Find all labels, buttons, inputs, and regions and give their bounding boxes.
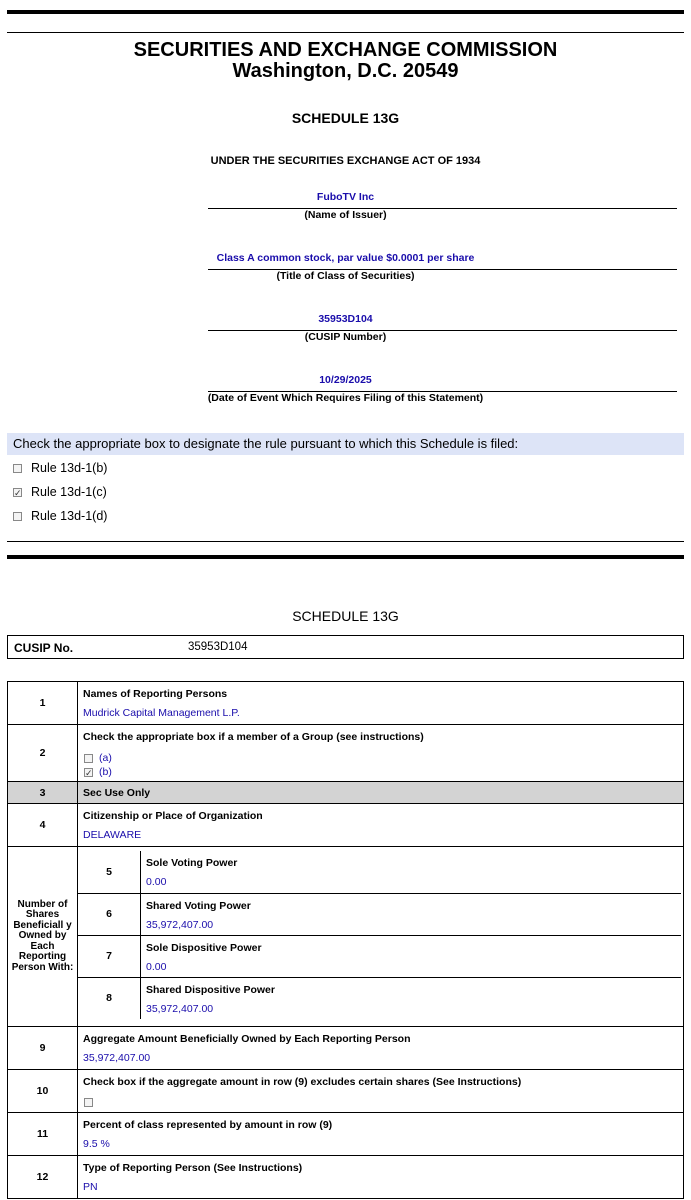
rule-option-c[interactable] bbox=[13, 485, 107, 499]
row-number: 1 bbox=[8, 682, 78, 725]
table-cell bbox=[78, 1113, 684, 1156]
citizenship-value: DELAWARE bbox=[83, 829, 142, 841]
table-row bbox=[8, 725, 684, 782]
row-number: 9 bbox=[8, 1027, 78, 1070]
row-label: Sec Use Only bbox=[83, 786, 151, 799]
table-row bbox=[8, 782, 684, 804]
reporting-person-name: Mudrick Capital Management L.P. bbox=[83, 707, 240, 719]
sole-voting-value: 0.00 bbox=[146, 876, 167, 888]
table-cell bbox=[78, 782, 684, 804]
percent-of-class-value: 9.5 % bbox=[83, 1138, 110, 1150]
row-number: 6 bbox=[78, 893, 141, 935]
row-number: 12 bbox=[8, 1156, 78, 1199]
row-number: 4 bbox=[8, 804, 78, 847]
row-label: Shared Voting Power bbox=[146, 899, 251, 912]
row-number: 5 bbox=[78, 851, 141, 893]
table-cell bbox=[78, 725, 684, 782]
table-row bbox=[8, 1070, 684, 1113]
table-cell bbox=[141, 935, 682, 977]
cusip-label: (CUSIP Number) bbox=[304, 331, 387, 343]
sole-dispositive-value: 0.00 bbox=[146, 960, 167, 973]
row-number: 8 bbox=[78, 977, 141, 1019]
row-label: Check the appropriate box if a member of a Group (see instructions) bbox=[83, 731, 424, 743]
cusip-box-label: CUSIP No. bbox=[14, 641, 74, 655]
section-thick-rule bbox=[7, 555, 684, 559]
top-thick-rule bbox=[7, 10, 684, 14]
table-cell bbox=[141, 851, 682, 893]
table-row bbox=[78, 893, 681, 935]
cusip-number: 35953D104 bbox=[318, 313, 373, 325]
row-label: Citizenship or Place of Organization bbox=[83, 810, 263, 822]
event-date: 10/29/2025 bbox=[319, 374, 372, 386]
table-cell bbox=[78, 847, 684, 1027]
table-row bbox=[78, 935, 681, 977]
table-row bbox=[78, 851, 681, 893]
row-number: 3 bbox=[8, 782, 78, 804]
table-row bbox=[8, 682, 684, 725]
table-cell bbox=[141, 977, 682, 1019]
row-label: Sole Voting Power bbox=[146, 857, 238, 869]
cover-schedule-title: SCHEDULE 13G bbox=[292, 608, 399, 624]
table-cell bbox=[141, 893, 682, 935]
group-option-b-label: (b) bbox=[99, 766, 112, 778]
rule-option-label: Rule 13d-1(c) bbox=[31, 485, 107, 499]
table-row bbox=[78, 977, 681, 1019]
act-title: UNDER THE SECURITIES EXCHANGE ACT OF 1934 bbox=[210, 155, 481, 167]
aggregate-amount-value: 35,972,407.00 bbox=[83, 1052, 151, 1064]
class-title: Class A common stock, par value $0.0001 per share bbox=[216, 252, 475, 264]
rule-option-label: Rule 13d-1(d) bbox=[31, 509, 108, 523]
row-number: 10 bbox=[8, 1070, 78, 1113]
row-number: 11 bbox=[8, 1113, 78, 1156]
group-options bbox=[78, 743, 683, 778]
row-label: Sole Dispositive Power bbox=[146, 941, 262, 954]
row-label: Percent of class represented by amount in row (9) bbox=[83, 1119, 333, 1131]
row-label: Names of Reporting Persons bbox=[83, 688, 228, 700]
issuer-label: (Name of Issuer) bbox=[304, 209, 387, 221]
issuer-name: FuboTV Inc bbox=[316, 191, 375, 203]
commission-city: Washington, D.C. 20549 bbox=[232, 60, 459, 82]
cusip-box-value: 35953D104 bbox=[188, 641, 248, 653]
group-option-b[interactable] bbox=[84, 766, 683, 778]
table-cell bbox=[78, 1156, 684, 1199]
checkbox-checked-icon[interactable]: ✓ bbox=[14, 487, 22, 498]
row-number: 7 bbox=[78, 935, 141, 977]
checkbox-icon[interactable] bbox=[13, 512, 22, 521]
checkbox-icon[interactable] bbox=[84, 754, 93, 763]
cusip-box bbox=[7, 635, 684, 659]
row-label: Aggregate Amount Beneficially Owned by Each Reporting Person bbox=[83, 1033, 411, 1045]
checkbox-icon[interactable] bbox=[13, 464, 22, 473]
checkbox-icon[interactable] bbox=[84, 1098, 93, 1107]
row-label: Check box if the aggregate amount in row (9) excludes certain shares (See Instructions) bbox=[83, 1076, 522, 1088]
rule-option-d[interactable] bbox=[13, 509, 107, 523]
group-option-a-label: (a) bbox=[99, 752, 112, 764]
table-cell bbox=[78, 1070, 684, 1113]
row-label: Type of Reporting Person (See Instructions) bbox=[83, 1162, 303, 1174]
table-cell bbox=[78, 1027, 684, 1070]
rule-prompt: Check the appropriate box to designate the rule pursuant to which this Schedule is filed: bbox=[7, 433, 684, 455]
date-label: (Date of Event Which Requires Filing of this Statement) bbox=[207, 392, 484, 404]
checkbox-checked-icon[interactable]: ✓ bbox=[85, 767, 93, 778]
rule-option-b[interactable] bbox=[13, 461, 107, 475]
shares-owned-label: Number of Shares Beneficiall y Owned by Each Reporting Person With: bbox=[8, 847, 78, 1027]
rule-option-label: Rule 13d-1(b) bbox=[31, 461, 108, 475]
table-cell bbox=[78, 804, 684, 847]
excludes-shares-option[interactable] bbox=[78, 1088, 683, 1110]
top-thin-rule bbox=[7, 32, 684, 33]
voting-power-table bbox=[78, 851, 681, 1019]
commission-title: SECURITIES AND EXCHANGE COMMISSION bbox=[133, 39, 558, 61]
row-label: Shared Dispositive Power bbox=[146, 983, 275, 996]
group-option-a[interactable] bbox=[84, 752, 683, 764]
table-row bbox=[8, 804, 684, 847]
table-row bbox=[8, 1113, 684, 1156]
row-number: 2 bbox=[8, 725, 78, 782]
table-row bbox=[8, 1156, 684, 1199]
table-cell bbox=[78, 682, 684, 725]
reporting-person-type-value: PN bbox=[83, 1181, 98, 1193]
cover-table bbox=[7, 681, 684, 1199]
shared-voting-value: 35,972,407.00 bbox=[146, 918, 214, 931]
class-label: (Title of Class of Securities) bbox=[276, 270, 415, 282]
schedule-title: SCHEDULE 13G bbox=[291, 110, 400, 126]
table-row bbox=[8, 847, 684, 1027]
section-thin-rule bbox=[7, 541, 684, 542]
table-row bbox=[8, 1027, 684, 1070]
shared-dispositive-value: 35,972,407.00 bbox=[146, 1002, 214, 1015]
